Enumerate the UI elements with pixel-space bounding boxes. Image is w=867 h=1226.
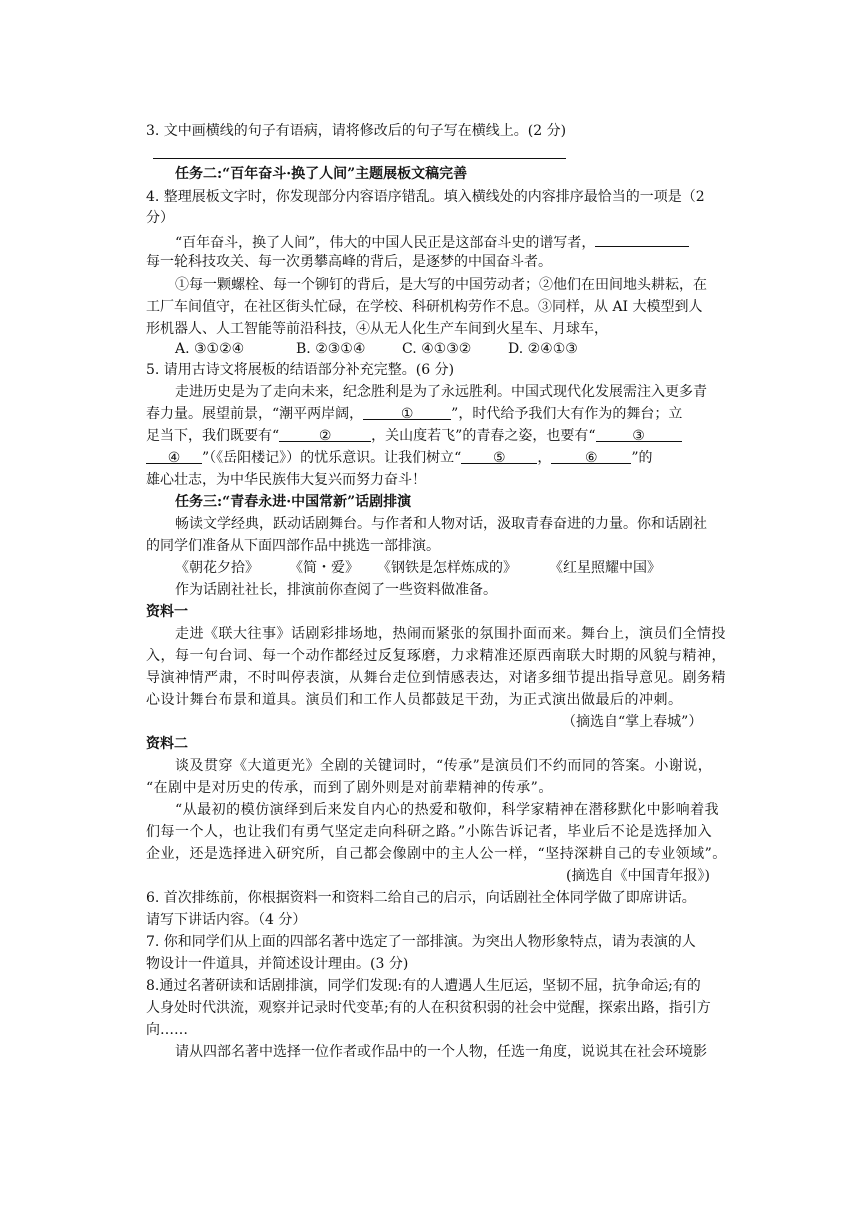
material-1-line-3: 导演神情严肃，不时叫停表演，从舞台走位到情感表达，对诸多细节提出指导意见。剧务精 [146,670,726,686]
answer-line-q3 [153,158,566,159]
q5-blank-6: ⑥ [551,448,631,464]
q4-passage-4: 工厂车间值守，在社区街头忙碌，在学校、科研机构劳作不息。③同样，从 AI 大模型到人 [146,299,703,315]
material-2-line-5: 企业，还是选择进入研究所，自己都会像剧中的主人公一样，“坚持深耕自己的专业领域”。 [146,846,727,862]
question-6: 6. 首次排练前，你根据资料一和资料二给自己的启示，向话剧社全体同学做了即席讲话。 [146,890,696,906]
q4-option-b: B. ②③①④ [296,341,366,357]
q4-passage-3: ①每一颗螺栓、每一个铆钉的背后，是大写的中国劳动者；②他们在田间地头耕耘，在 [175,277,707,293]
q4-passage-5: 形机器人、人工智能等前沿科技，④从无人化生产车间到火星车、月球车， [146,321,608,337]
task-3-intro-3: 作为话剧社社长，排演前你查阅了一些资料做准备。 [175,582,497,598]
task-3-intro-1: 畅读文学经典，跃动话剧舞台。与作者和人物对话，汲取青春奋进的力量。你和话剧社 [175,516,707,532]
q5-blank-4: ④ [146,448,202,464]
question-8: 8.通过名著研读和话剧排演，同学们发现:有的人遭遇人生厄运，坚韧不屈，抗争命运;有的 [146,978,701,994]
q5-blank-1: ① [363,404,451,420]
q5-passage-2: 春力量。展望前景，“潮平两岸阔， ① ”，时代给予我们大有作为的舞台；立 [146,406,683,422]
q4-passage-2: 每一轮科技攻关、每一次勇攀高峰的背后，是逐梦的中国奋斗者。 [146,254,552,270]
material-1-line-4: 心设计舞台布景和道具。演员们和工作人员都鼓足干劲，为正式演出做最后的冲刺。 [146,692,683,708]
question-4: 4. 整理展板文字时，你发现部分内容语序错乱。填入横线处的内容排序最恰当的一项是（2 [146,189,705,205]
question-5: 5. 请用古诗文将展板的结语部分补充完整。(6 分) [146,362,455,378]
book-1: 《朝花夕拾》 [175,560,259,576]
material-2-line-3: “从最初的模仿演绎到后来发自内心的热爱和敬仰，科学家精神在潜移默化中影响着我 [175,802,720,818]
q5-passage-4: ④ ”（《岳阳楼记》）的忧乐意识。让我们树立“ ⑤ ， ⑥ ”的 [146,448,653,468]
material-1-line-2: 入，每一句台词、每一个动作都经过反复琢磨，力求精准还原西南联大时期的风貌与精神， [146,648,726,664]
book-3: 《钢铁是怎样炼成的》 [377,560,517,576]
book-2: 《简・爱》 [289,560,359,576]
q5-passage-3: 足当下，我们既要有“ ② ，关山度若飞”的青春之姿，也要有“ ③ [146,426,682,446]
question-8-cont-2: 向…… [146,1022,188,1038]
question-8-prompt: 请从四部名著中选择一位作者或作品中的一个人物，任选一角度，说说其在社会环境影 [175,1044,707,1060]
material-1-source: （摘选自“掌上春城”） [562,714,703,730]
q5-blank-5: ⑤ [461,448,537,464]
task-2-title: 任务二:“百年奋斗·换了人间”主题展板文稿完善 [175,166,468,182]
material-2-line-1: 谈及贯穿《大道更光》全剧的关键词时，“传承”是演员们不约而同的答案。小谢说， [175,758,713,774]
task-3-title: 任务三:“青春永进·中国常新”话剧排演 [175,494,412,510]
q5-passage-5: 雄心壮志，为中华民族伟大复兴而努力奋斗！ [146,472,426,488]
question-4-cont: 分） [146,210,174,226]
question-7-cont: 物设计一件道具，并简述设计理由。(3 分) [146,956,409,972]
question-7: 7. 你和同学们从上面的四部名著中选定了一部排演。为突出人物形象特点，请为表演的人 [146,934,696,950]
q4-passage-1: “百年奋斗，换了人间”，伟大的中国人民正是这部奋斗史的谱写者， [175,231,689,253]
question-8-cont-1: 人身处时代洪流，观察并记录时代变革;有的人在积贫积弱的社会中觉醒，探索出路，指引方 [146,1000,711,1016]
q4-option-c: C. ④①③② [402,341,472,357]
question-6-cont: 请写下讲话内容。（4 分） [146,912,307,928]
q4-blank [595,231,689,247]
q4-option-a: A. ③①②④ [175,341,245,357]
material-2-source: (摘选自《中国青年报》) [566,868,710,884]
material-2-line-4: 们每一个人，也让我们有勇气坚定走向科研之路。”小陈告诉记者，毕业后不论是选择加入 [146,824,713,840]
q5-blank-3: ③ [596,426,682,442]
q4-option-d: D. ②④①③ [508,341,578,357]
task-3-intro-2: 的同学们准备从下面四部作品中挑选一部排演。 [146,538,440,554]
material-1-title: 资料一 [146,604,188,620]
book-4: 《红星照耀中国》 [549,560,661,576]
q5-passage-1: 走进历史是为了走向未来，纪念胜利是为了永远胜利。中国式现代化发展需注入更多青 [175,384,707,400]
material-1-line-1: 走进《联大往事》话剧彩排场地，热闹而紧张的氛围扑面而来。舞台上，演员们全情投 [175,626,726,642]
material-2-title: 资料二 [146,736,188,752]
q5-blank-2: ② [279,426,371,442]
material-2-line-2: “在剧中是对历史的传承，而到了剧外则是对前辈精神的传承”。 [146,780,553,796]
question-3: 3. 文中画横线的句子有语病，请将修改后的句子写在横线上。(2 分) [146,123,567,139]
